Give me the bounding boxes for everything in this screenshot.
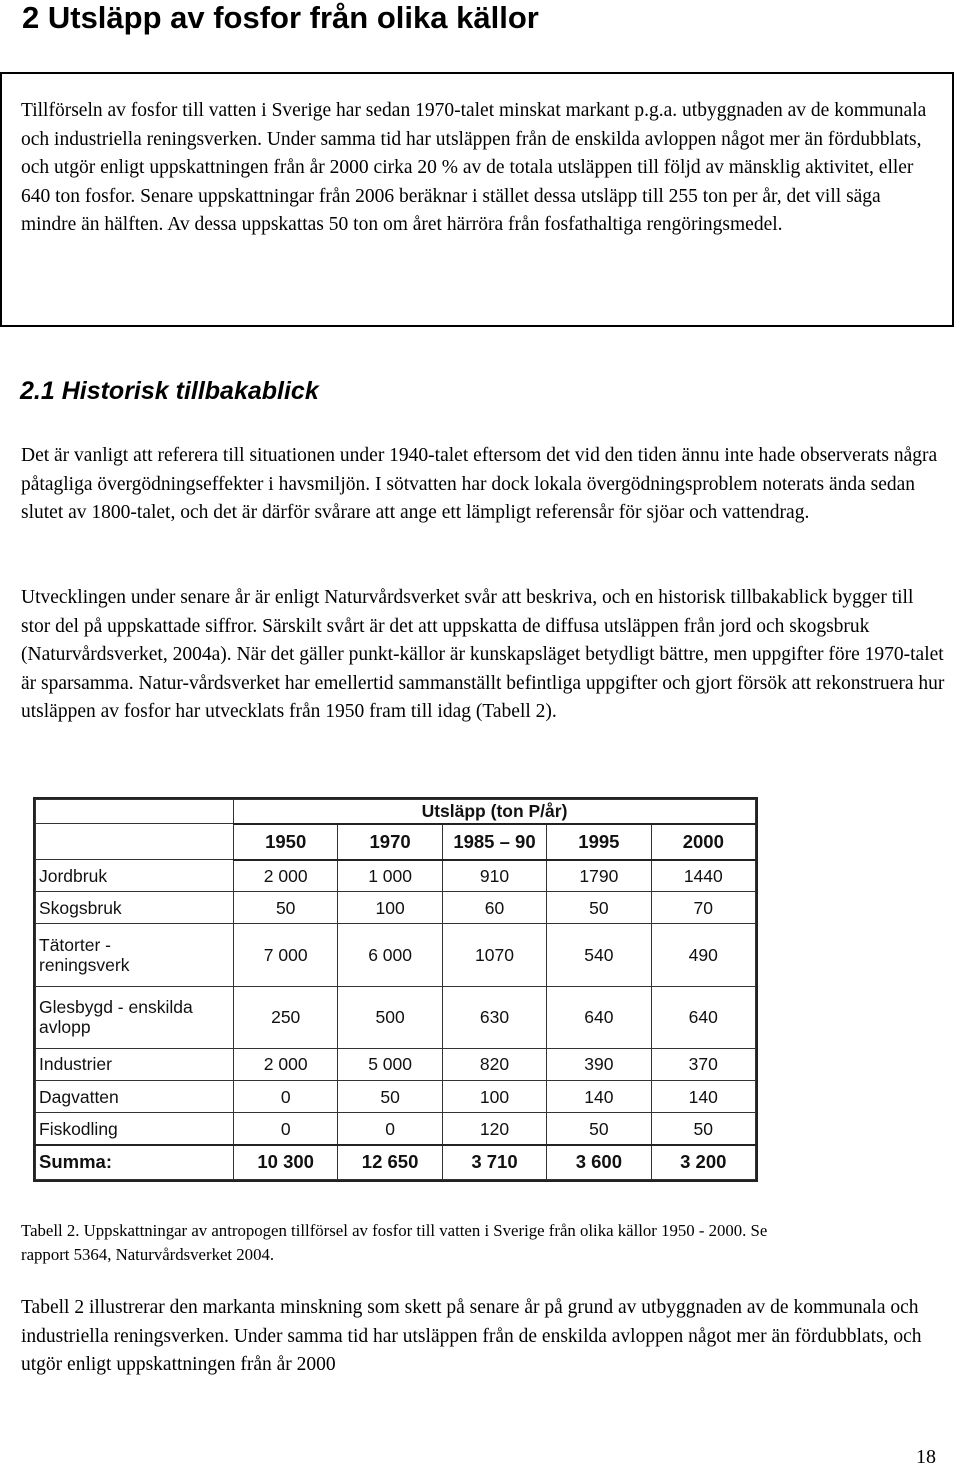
table-row (36, 1113, 756, 1145)
subsection-heading: 2.1 Historisk tillbakablick (20, 377, 319, 405)
table-cell: 100 (338, 892, 442, 924)
table-row-label: Dagvatten (36, 1080, 234, 1112)
table-sum-cell: 3 600 (547, 1145, 651, 1180)
table-cell: 6 000 (338, 924, 442, 986)
table-row-label: Glesbygd - enskilda avlopp (36, 986, 234, 1048)
table-cell: 70 (651, 892, 755, 924)
table-cell: 7 000 (234, 924, 338, 986)
table-cell: 370 (651, 1048, 755, 1080)
table-year-header: 1995 (547, 824, 651, 860)
table-cell: 1440 (651, 860, 755, 892)
emissions-table (35, 799, 756, 1180)
table-cell: 490 (651, 924, 755, 986)
table-year-header: 1970 (338, 824, 442, 860)
table-cell: 1 000 (338, 860, 442, 892)
table-cell: 60 (442, 892, 546, 924)
table-year-header: 1950 (234, 824, 338, 860)
table-row (36, 986, 756, 1048)
table-cell: 50 (547, 892, 651, 924)
table-cell: 2 000 (234, 860, 338, 892)
table-cell: 820 (442, 1048, 546, 1080)
table-cell: 50 (651, 1113, 755, 1145)
table-sum-cell: 12 650 (338, 1145, 442, 1180)
table-cell: 140 (547, 1080, 651, 1112)
table-cell: 630 (442, 986, 546, 1048)
table-cell: 390 (547, 1048, 651, 1080)
table-sum-cell: 10 300 (234, 1145, 338, 1180)
summary-text: Tillförseln av fosfor till vatten i Sverige har sedan 1970-talet minskat markant p.g.a. utbyggnaden av de kommunala och industriella reningsverken. Under samma tid har utsläppen från de enskilda avloppen något mer än fördubblats, och utgör enligt uppskattningen från år 2000 cirka 20 % av de totala utsläppen till följd av mänsklig aktivitet, eller 640 ton fosfor. Senare uppskattningar från 2006 beräknar i stället dessa utsläpp till 255 ton per år, det vill säga mindre än hälften. Av dessa uppskattas 50 ton om året härröra från fosfathaltiga rengöringsmedel. (21, 100, 927, 235)
table-row (36, 924, 756, 986)
table-row (36, 892, 756, 924)
table-cell: 640 (651, 986, 755, 1048)
table-cell: 640 (547, 986, 651, 1048)
table-cell: 910 (442, 860, 546, 892)
paragraph-table-summary: Tabell 2 illustrerar den markanta minskning som skett på senare år på grund av utbyggnaden av de kommunala och industriella reningsverken. Under samma tid har utsläppen från de enskilda avloppen något mer än fördubblats, och utgör enligt uppskattningen från år 2000 (21, 1297, 922, 1375)
table-cell: 500 (338, 986, 442, 1048)
table-caption: Tabell 2. Uppskattningar av antropogen tillförsel av fosfor till vatten i Sverige från olika källor 1950 - 2000. Se rapport 5364, Naturvårdsverket 2004. (21, 1221, 768, 1264)
table-cell: 50 (234, 892, 338, 924)
table-cell: 100 (442, 1080, 546, 1112)
table-sum-label: Summa: (36, 1145, 234, 1180)
paragraph-development: Utvecklingen under senare år är enligt Naturvårdsverket svår att beskriva, och en historisk tillbakablick bygger till stor del på uppskattade siffror. Särskilt svårt är det att uppskatta de diffusa utsläppen från jord och skogsbruk (Naturvårdsverket, 2004a). När det gäller punkt-källor är kunskapsläget betydligt bättre, men uppgifter före 1970-talet är sparsamma. Natur-vårdsverket har emellertid sammanställt befintliga uppgifter och gjort försök att rekonstruera hur utsläppen av fosfor har utvecklats från 1950 fram till idag (Tabell 2). (21, 587, 945, 722)
section-heading: 2 Utsläpp av fosfor från olika källor (22, 0, 539, 35)
table-cell: 0 (234, 1080, 338, 1112)
table-unit-header: Utsläpp (ton P/år) (234, 800, 756, 824)
table-row (36, 1048, 756, 1080)
page-number: 18 (916, 1446, 936, 1468)
table-cell: 250 (234, 986, 338, 1048)
table-cell: 0 (234, 1113, 338, 1145)
table-cell: 5 000 (338, 1048, 442, 1080)
table-sum-cell: 3 710 (442, 1145, 546, 1180)
table-cell: 120 (442, 1113, 546, 1145)
table-row-label: Fiskodling (36, 1113, 234, 1145)
table-cell: 50 (338, 1080, 442, 1112)
table-cell: 50 (547, 1113, 651, 1145)
table-cell: 0 (338, 1113, 442, 1145)
table-corner-cell (36, 800, 234, 824)
table-year-header: 1985 – 90 (442, 824, 546, 860)
table-cell: 140 (651, 1080, 755, 1112)
table-row-label: Skogsbruk (36, 892, 234, 924)
paragraph-history: Det är vanligt att referera till situationen under 1940-talet eftersom det vid den tiden ännu inte hade observerats några påtagliga övergödningseffekter i havsmiljön. I sötvatten har dock lokala övergödningsproblem noterats ända sedan slutet av 1800-talet, och det är därför svårare att ange ett lämpligt referensår för sjöar och vattendrag. (21, 445, 938, 523)
table-cell: 2 000 (234, 1048, 338, 1080)
table-cell: 1790 (547, 860, 651, 892)
table-row (36, 860, 756, 892)
table-sum-row (36, 1145, 756, 1180)
table-row (36, 1080, 756, 1112)
emissions-table-image (33, 797, 758, 1182)
table-row-label: Jordbruk (36, 860, 234, 892)
table-row-label: Tätorter - reningsverk (36, 924, 234, 986)
table-sum-cell: 3 200 (651, 1145, 755, 1180)
table-cell: 540 (547, 924, 651, 986)
table-cell: 1070 (442, 924, 546, 986)
table-year-header: 2000 (651, 824, 755, 860)
table-header-empty (36, 824, 234, 860)
table-row-label: Industrier (36, 1048, 234, 1080)
